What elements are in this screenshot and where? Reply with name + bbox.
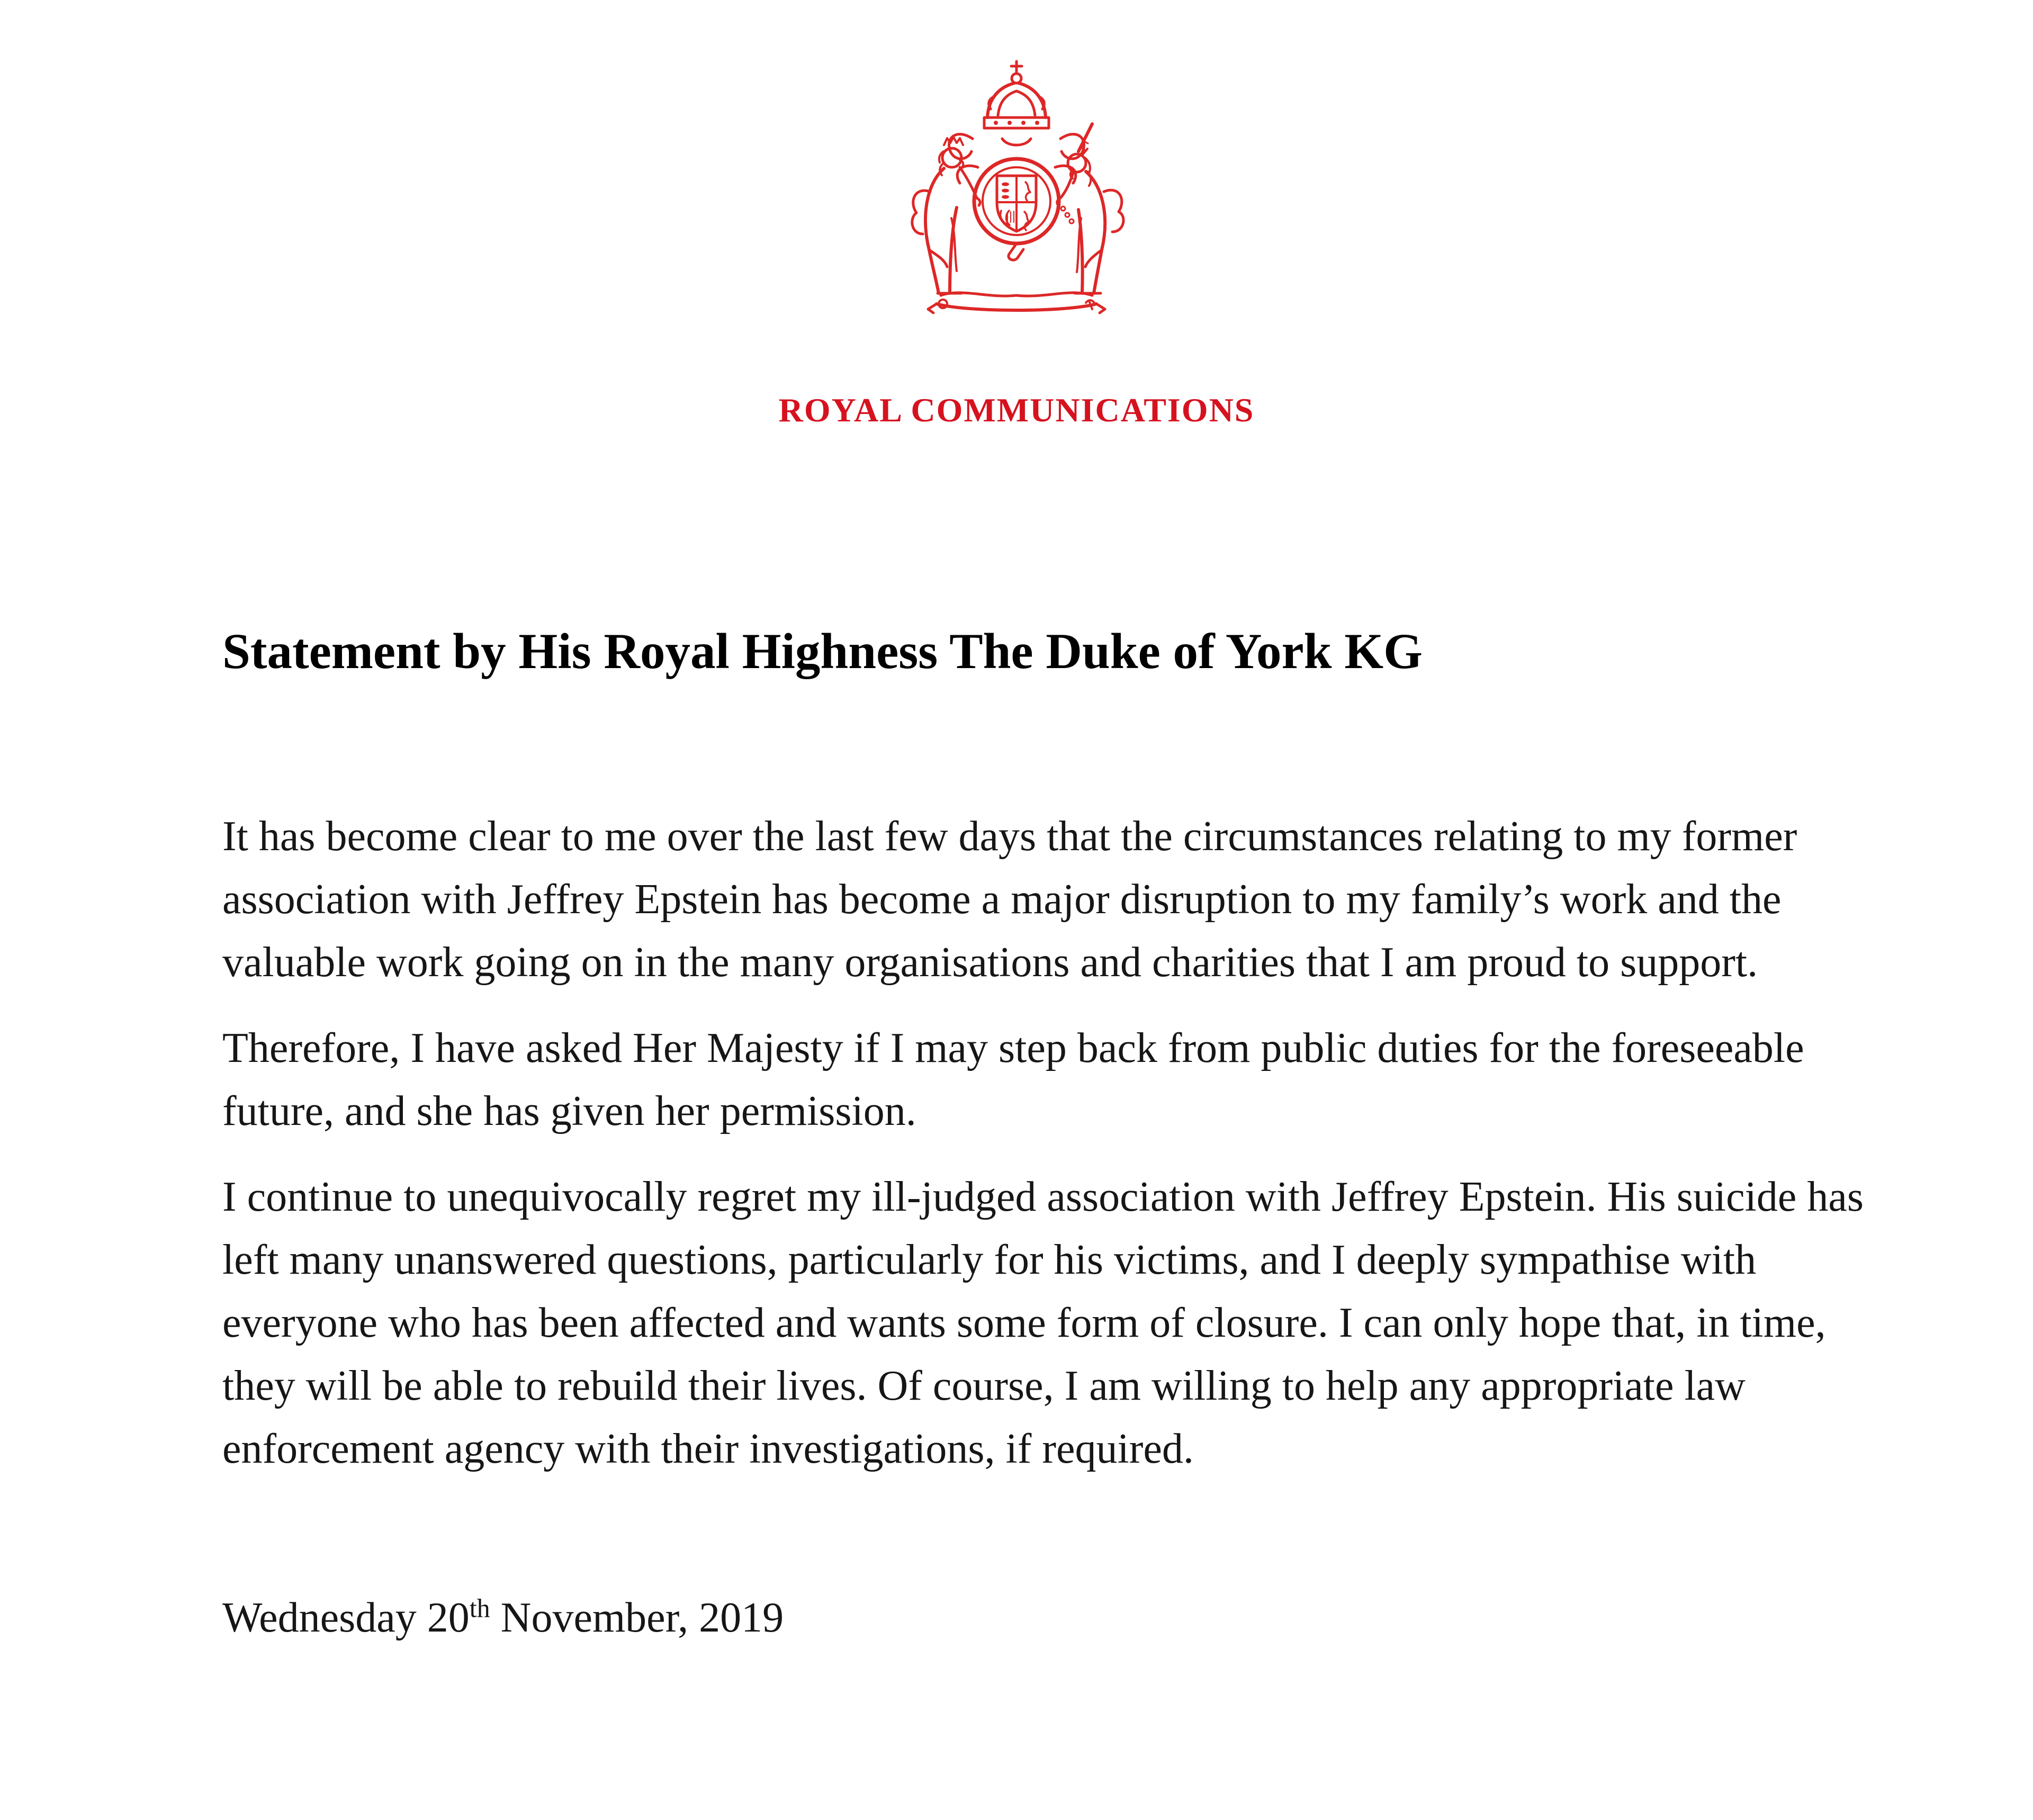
royal-coat-of-arms-icon <box>892 58 1141 315</box>
statement-date <box>222 1587 2033 1650</box>
statement-paragraph: Therefore, I have asked Her Majesty if I may step back from public duties for the foreseeable future, and she has given her permission. <box>222 1025 1804 1134</box>
date-ordinal-suffix: th <box>469 1593 490 1623</box>
statement-paragraph: It has become clear to me over the last few days that the circumstances relating to my former association with Jeffrey Epstein has become a major disruption to my family’s work and the valuable work going on in the many organisations and charities that I am proud to support. <box>222 813 1797 986</box>
statement-body <box>222 805 1874 1481</box>
statement-title: Statement by His Royal Highness The Duke of York KG <box>222 623 1423 679</box>
date-prefix: Wednesday 20 <box>222 1594 470 1641</box>
org-title: ROYAL COMMUNICATIONS <box>778 391 1255 429</box>
statement-paragraph: I continue to unequivocally regret my ill-judged association with Jeffrey Epstein. His suicide has left many unanswered questions, particularly for his victims, and I deeply sympathise with everyone who has been affected and wants some form of closure. I can only hope that, in time, they will be able to rebuild their lives. Of course, I am willing to help any appropriate law enforcement agency with their investigations, if required. <box>222 1174 1864 1472</box>
date-rest: November, 2019 <box>490 1594 784 1641</box>
